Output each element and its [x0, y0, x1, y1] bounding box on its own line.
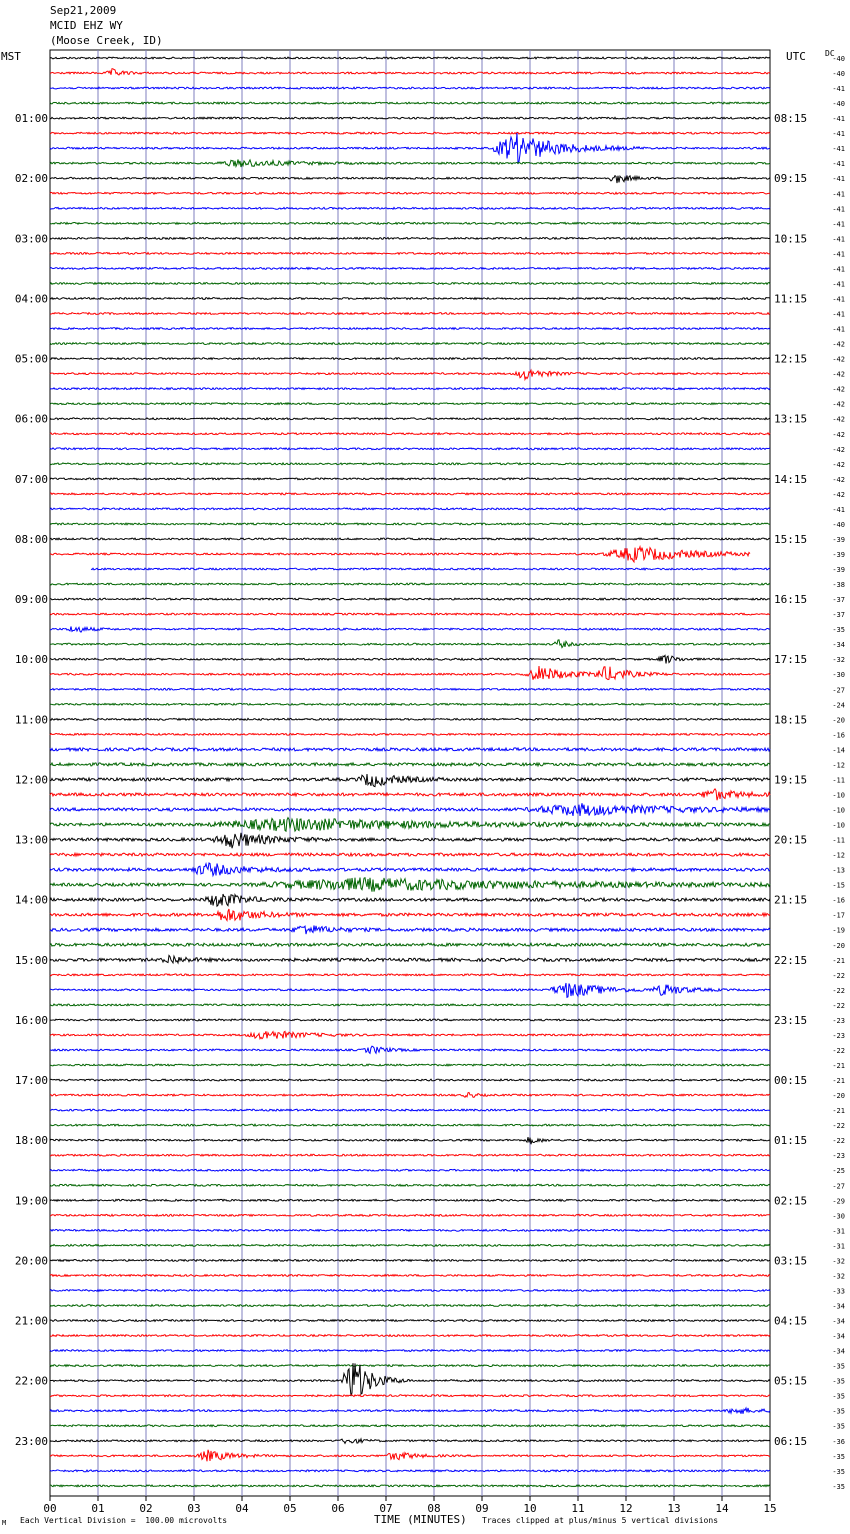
- trace-line-49: [50, 789, 770, 800]
- dc-offset-value: -21: [832, 1107, 845, 1116]
- trace-line-26: [50, 448, 770, 450]
- right-hour-label: 21:15: [774, 893, 808, 907]
- x-tick-label: 10: [523, 1502, 537, 1515]
- trace-line-9: [50, 192, 770, 194]
- x-tick-label: 15: [763, 1502, 777, 1515]
- right-hour-label: 14:15: [774, 472, 808, 486]
- trace-line-92: [50, 1439, 770, 1444]
- trace-line-13: [50, 253, 770, 255]
- dc-offset-value: -42: [832, 460, 845, 469]
- trace-line-95: [50, 1485, 770, 1487]
- left-hour-label: 13:00: [14, 833, 48, 847]
- trace-line-69: [50, 1093, 770, 1098]
- trace-line-16: [50, 298, 770, 300]
- dc-offset-value: -23: [832, 1016, 845, 1025]
- trace-line-29: [50, 493, 770, 495]
- trace-line-77: [50, 1214, 770, 1216]
- trace-line-47: [50, 763, 770, 766]
- right-hour-label: 23:15: [774, 1013, 808, 1027]
- dc-offset-value: -41: [832, 265, 845, 274]
- dc-offset-value: -31: [832, 1242, 845, 1251]
- x-tick-label: 05: [283, 1502, 297, 1515]
- dc-offset-value: -32: [832, 656, 845, 665]
- dc-offset-value: -35: [832, 1407, 845, 1416]
- dc-offset-value: -40: [832, 520, 845, 529]
- trace-line-80: [50, 1260, 770, 1262]
- trace-line-63: [50, 1004, 770, 1006]
- x-tick-label: 11: [571, 1502, 585, 1515]
- x-tick-label: 13: [667, 1502, 681, 1515]
- left-hour-label: 18:00: [14, 1134, 48, 1148]
- dc-offset-header: DC: [825, 49, 835, 58]
- left-hour-label: 01:00: [14, 112, 48, 126]
- trace-line-57: [50, 909, 770, 921]
- left-hour-label: 14:00: [14, 893, 48, 907]
- dc-offset-value: -37: [832, 611, 845, 620]
- trace-line-32: [50, 538, 770, 540]
- dc-offset-value: -40: [832, 70, 845, 79]
- dc-offset-value: -22: [832, 986, 845, 995]
- dc-offset-value: -36: [832, 1437, 845, 1446]
- x-tick-label: 01: [91, 1502, 105, 1515]
- right-hour-label: 15:15: [774, 532, 808, 546]
- dc-offset-value: -27: [832, 1182, 845, 1191]
- trace-line-40: [50, 655, 770, 663]
- x-tick-label: 06: [331, 1502, 345, 1515]
- dc-offset-value: -40: [832, 100, 845, 109]
- dc-offset-value: -41: [832, 505, 845, 514]
- left-hour-label: 19:00: [14, 1194, 48, 1208]
- trace-line-24: [50, 418, 770, 420]
- dc-offset-value: -41: [832, 295, 845, 304]
- right-hour-label: 12:15: [774, 352, 808, 366]
- dc-offset-value: -42: [832, 445, 845, 454]
- trace-line-93: [50, 1450, 770, 1462]
- trace-line-65: [50, 1031, 770, 1038]
- dc-offset-value: -35: [832, 1422, 845, 1431]
- right-hour-label: 22:15: [774, 953, 808, 967]
- left-hour-label: 15:00: [14, 953, 48, 967]
- right-hour-label: 16:15: [774, 593, 808, 607]
- x-tick-label: 00: [43, 1502, 57, 1515]
- trace-line-21: [50, 370, 770, 379]
- dc-offset-value: -29: [832, 1197, 845, 1206]
- dc-offset-value: -41: [832, 205, 845, 214]
- left-hour-label: 07:00: [14, 472, 48, 486]
- dc-offset-value: -32: [832, 1257, 845, 1266]
- trace-line-17: [50, 313, 770, 315]
- trace-line-3: [50, 102, 770, 104]
- dc-offset-value: -35: [832, 1377, 845, 1386]
- dc-offset-value: -41: [832, 310, 845, 319]
- left-hour-label: 11:00: [14, 713, 48, 727]
- dc-offset-value: -34: [832, 641, 845, 650]
- trace-line-51: [50, 818, 770, 832]
- trace-line-58: [50, 925, 770, 934]
- trace-line-74: [50, 1169, 770, 1171]
- dc-offset-value: -41: [832, 160, 845, 169]
- trace-line-87: [50, 1365, 770, 1367]
- left-hour-label: 06:00: [14, 412, 48, 426]
- dc-offset-value: -16: [832, 731, 845, 740]
- x-tick-label: 14: [715, 1502, 729, 1515]
- left-hour-label: 21:00: [14, 1314, 48, 1328]
- trace-line-39: [50, 640, 770, 648]
- minute-gridlines: [50, 50, 770, 1496]
- trace-line-20: [50, 358, 770, 360]
- dc-offset-value: -41: [832, 280, 845, 289]
- trace-line-85: [50, 1335, 770, 1337]
- trace-line-4: [50, 117, 770, 119]
- dc-offset-value: -42: [832, 340, 845, 349]
- dc-offset-value: -41: [832, 115, 845, 124]
- trace-line-5: [50, 132, 770, 134]
- trace-line-25: [50, 433, 770, 435]
- trace-line-78: [50, 1229, 770, 1231]
- trace-line-70: [50, 1109, 770, 1111]
- left-hour-label: 22:00: [14, 1374, 48, 1388]
- dc-offset-value: -41: [832, 190, 845, 199]
- right-hour-label: 17:15: [774, 653, 808, 667]
- trace-line-7: [50, 160, 770, 168]
- dc-offset-value: -10: [832, 791, 845, 800]
- dc-offset-value: -20: [832, 941, 845, 950]
- trace-line-60: [50, 955, 770, 963]
- dc-offset-value: -12: [832, 851, 845, 860]
- trace-line-11: [50, 222, 770, 224]
- dc-offset-value: -23: [832, 1152, 845, 1161]
- right-timezone-label: UTC: [786, 50, 806, 63]
- trace-line-84: [50, 1320, 770, 1322]
- dc-offset-value: -42: [832, 415, 845, 424]
- trace-line-35: [50, 583, 770, 585]
- dc-offset-value: -22: [832, 971, 845, 980]
- trace-line-43: [50, 703, 770, 705]
- trace-line-48: [50, 774, 770, 787]
- plot-frame: [50, 50, 770, 1496]
- dc-offset-value: -42: [832, 430, 845, 439]
- left-hour-label: 23:00: [14, 1434, 48, 1448]
- left-hour-label: 02:00: [14, 172, 48, 186]
- right-hour-label: 08:15: [774, 112, 808, 126]
- right-hour-label: 02:15: [774, 1194, 808, 1208]
- dc-offset-value: -22: [832, 1137, 845, 1146]
- dc-offset-value: -30: [832, 1212, 845, 1221]
- trace-line-28: [50, 478, 770, 480]
- trace-line-91: [50, 1425, 770, 1427]
- x-tick-label: 02: [139, 1502, 153, 1515]
- trace-line-10: [50, 207, 770, 209]
- dc-offset-value: -30: [832, 671, 845, 680]
- dc-offset-value: -20: [832, 1092, 845, 1101]
- trace-line-45: [50, 734, 770, 736]
- x-tick-label: 04: [235, 1502, 249, 1515]
- dc-offset-value: -20: [832, 716, 845, 725]
- dc-offset-value: -41: [832, 250, 845, 259]
- dc-offset-value: -39: [832, 535, 845, 544]
- left-hour-label: 09:00: [14, 593, 48, 607]
- dc-offset-value: -22: [832, 1122, 845, 1131]
- trace-line-38: [50, 627, 770, 633]
- dc-offset-value: -35: [832, 1452, 845, 1461]
- trace-line-66: [50, 1046, 770, 1053]
- trace-line-44: [50, 718, 770, 720]
- dc-offset-value: -11: [832, 836, 845, 845]
- trace-line-94: [50, 1470, 770, 1472]
- right-hour-label: 18:15: [774, 713, 808, 727]
- dc-offset-value: -34: [832, 1347, 845, 1356]
- trace-line-76: [50, 1199, 770, 1201]
- dc-offset-value: -13: [832, 866, 845, 875]
- dc-offset-value: -32: [832, 1272, 845, 1281]
- trace-line-68: [50, 1079, 770, 1081]
- trace-line-33: [50, 547, 750, 562]
- trace-line-41: [50, 666, 770, 680]
- dc-offset-value: -42: [832, 400, 845, 409]
- left-timezone-label: MST: [1, 50, 21, 63]
- trace-line-62: [50, 983, 770, 997]
- left-hour-label: 04:00: [14, 292, 48, 306]
- trace-line-37: [50, 613, 770, 615]
- trace-line-34: [91, 568, 770, 570]
- trace-line-52: [50, 833, 770, 848]
- dc-offset-value: -39: [832, 550, 845, 559]
- trace-line-83: [50, 1305, 770, 1307]
- dc-offset-value: -21: [832, 956, 845, 965]
- dc-offset-value: -24: [832, 701, 845, 710]
- x-axis-title: TIME (MINUTES): [374, 1513, 467, 1526]
- dc-offset-value: -35: [832, 1482, 845, 1491]
- trace-line-72: [50, 1137, 770, 1144]
- trace-line-14: [50, 268, 770, 270]
- trace-line-56: [50, 894, 770, 906]
- right-hour-label: 20:15: [774, 833, 808, 847]
- left-hour-label: 17:00: [14, 1074, 48, 1088]
- dc-offset-value: -42: [832, 475, 845, 484]
- x-tick-label: 03: [187, 1502, 201, 1515]
- dc-offset-value: -27: [832, 686, 845, 695]
- right-hour-label: 11:15: [774, 292, 808, 306]
- dc-offset-value: -35: [832, 1467, 845, 1476]
- dc-offset-value: -42: [832, 490, 845, 499]
- dc-offset-value: -35: [832, 1362, 845, 1371]
- trace-line-64: [50, 1019, 770, 1021]
- trace-line-22: [50, 388, 770, 390]
- dc-offset-value: -42: [832, 355, 845, 364]
- dc-offset-value: -41: [832, 85, 845, 94]
- trace-line-53: [50, 853, 770, 856]
- dc-offset-value: -21: [832, 1077, 845, 1086]
- left-hour-label: 05:00: [14, 352, 48, 366]
- x-tick-label: 12: [619, 1502, 633, 1515]
- dc-offset-value: -19: [832, 926, 845, 935]
- left-hour-label: 08:00: [14, 532, 48, 546]
- trace-line-0: [50, 57, 770, 59]
- dc-offset-value: -10: [832, 821, 845, 830]
- left-hour-label: 16:00: [14, 1013, 48, 1027]
- trace-line-61: [50, 974, 770, 976]
- right-hour-label: 10:15: [774, 232, 808, 246]
- dc-offset-value: -16: [832, 896, 845, 905]
- dc-offset-value: -22: [832, 1046, 845, 1055]
- trace-line-12: [50, 238, 770, 240]
- trace-line-89: [50, 1395, 770, 1397]
- left-hour-label: 10:00: [14, 653, 48, 667]
- trace-line-86: [50, 1350, 770, 1352]
- station-code: MCID EHZ WY: [50, 19, 123, 32]
- seismic-traces: [50, 57, 770, 1487]
- trace-line-42: [50, 688, 770, 690]
- right-hour-label: 13:15: [774, 412, 808, 426]
- trace-line-75: [50, 1184, 770, 1186]
- trace-line-6: [50, 133, 770, 163]
- dc-offset-value: -31: [832, 1227, 845, 1236]
- trace-line-46: [50, 748, 770, 751]
- dc-offset-value: -17: [832, 911, 845, 920]
- right-hour-label: 09:15: [774, 172, 808, 186]
- right-hour-label: 19:15: [774, 773, 808, 787]
- x-tick-label: 08: [427, 1502, 441, 1515]
- trace-line-2: [50, 87, 770, 89]
- dc-offset-value: -23: [832, 1031, 845, 1040]
- dc-offset-value: -40: [832, 55, 845, 63]
- trace-line-59: [50, 943, 770, 946]
- dc-offset-value: -15: [832, 881, 845, 890]
- dc-offset-value: -38: [832, 581, 845, 590]
- trace-line-79: [50, 1245, 770, 1247]
- x-tick-label: 07: [379, 1502, 393, 1515]
- dc-offset-value: -41: [832, 325, 845, 334]
- trace-line-90: [50, 1408, 770, 1414]
- dc-offset-value: -10: [832, 806, 845, 815]
- trace-line-8: [50, 176, 770, 184]
- dc-offset-value: -41: [832, 235, 845, 244]
- trace-line-30: [50, 508, 770, 510]
- right-hour-label: 04:15: [774, 1314, 808, 1328]
- trace-line-54: [50, 863, 770, 876]
- right-hour-label: 06:15: [774, 1434, 808, 1448]
- dc-offset-value: -11: [832, 776, 845, 785]
- dc-offset-value: -41: [832, 145, 845, 154]
- dc-offset-value: -14: [832, 746, 845, 755]
- left-hour-label: 12:00: [14, 773, 48, 787]
- dc-offset-value: -42: [832, 385, 845, 394]
- dc-offset-value: -37: [832, 596, 845, 605]
- trace-line-36: [50, 598, 770, 600]
- trace-line-71: [50, 1124, 770, 1126]
- right-hour-label: 01:15: [774, 1134, 808, 1148]
- vertical-division-note: Each Vertical Division = 100.00 microvolts: [20, 1516, 228, 1525]
- right-hour-label: 05:15: [774, 1374, 808, 1388]
- right-hour-label: 00:15: [774, 1074, 808, 1088]
- dc-offset-value: -33: [832, 1287, 845, 1296]
- trace-line-1: [50, 69, 770, 75]
- dc-offset-value: -41: [832, 220, 845, 229]
- station-location: (Moose Creek, ID): [50, 34, 163, 47]
- dc-offset-value: -42: [832, 370, 845, 379]
- dc-offset-value: -35: [832, 626, 845, 635]
- trace-line-23: [50, 403, 770, 405]
- trace-line-82: [50, 1290, 770, 1292]
- trace-line-55: [50, 878, 770, 892]
- trace-line-81: [50, 1275, 770, 1277]
- dc-offset-value: -34: [832, 1332, 845, 1341]
- trace-line-18: [50, 328, 770, 330]
- record-date: Sep21,2009: [50, 4, 117, 17]
- dc-offset-value: -12: [832, 761, 845, 770]
- trace-line-15: [50, 283, 770, 285]
- dc-offset-value: -25: [832, 1167, 845, 1176]
- right-hour-label: 03:15: [774, 1254, 808, 1268]
- dc-offset-value: -21: [832, 1062, 845, 1071]
- x-tick-label: 09: [475, 1502, 489, 1515]
- dc-offset-value: -35: [832, 1392, 845, 1401]
- scale-mark: M: [2, 1519, 7, 1527]
- dc-offset-value: -39: [832, 566, 845, 575]
- dc-offset-value: -41: [832, 175, 845, 184]
- trace-line-50: [50, 803, 770, 816]
- dc-offset-value: -41: [832, 130, 845, 139]
- dc-offset-value: -34: [832, 1302, 845, 1311]
- trace-line-27: [50, 463, 770, 465]
- trace-line-19: [50, 343, 770, 345]
- trace-line-31: [50, 523, 770, 525]
- axis-labels: [15, 55, 845, 1515]
- clipping-note: Traces clipped at plus/minus 5 vertical divisions: [482, 1516, 719, 1525]
- trace-line-67: [50, 1064, 770, 1066]
- dc-offset-value: -22: [832, 1001, 845, 1010]
- trace-line-73: [50, 1154, 770, 1156]
- left-hour-label: 20:00: [14, 1254, 48, 1268]
- trace-line-88: [50, 1363, 770, 1396]
- left-hour-label: 03:00: [14, 232, 48, 246]
- dc-offset-value: -34: [832, 1317, 845, 1326]
